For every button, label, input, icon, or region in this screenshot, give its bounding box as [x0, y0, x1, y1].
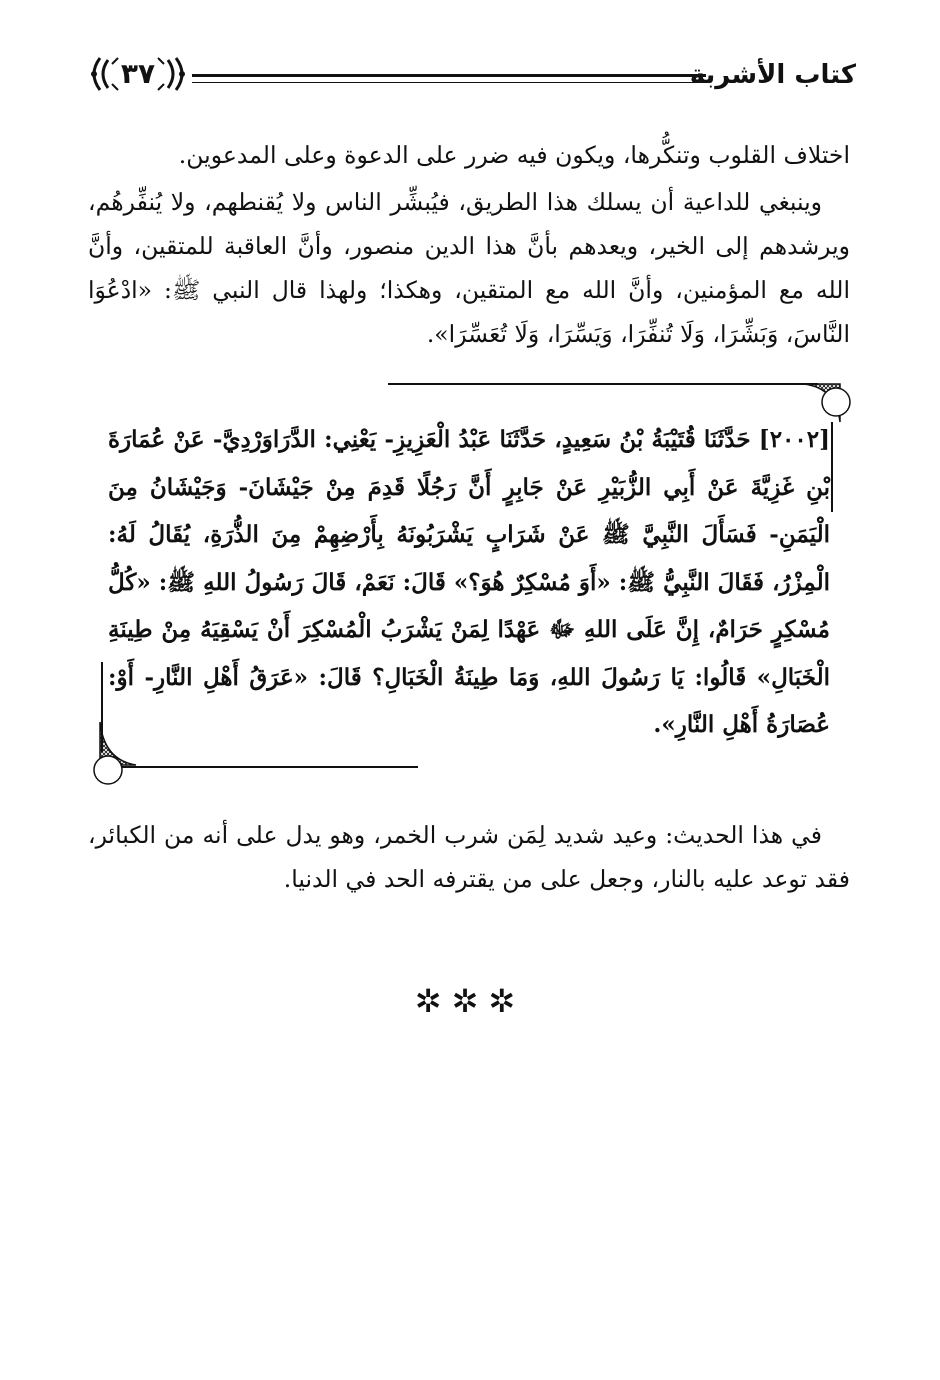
header-rule-thin — [192, 82, 706, 83]
paragraph-commentary: في هذا الحديث: وعيد شديد لِمَن شرب الخمر، وهو يدل على أنه من الكبائر، فقد توعد عليه بالنار، وجعل على من يقترفه الحد في الدنيا. — [88, 821, 850, 893]
page-header — [86, 52, 856, 104]
hadith-text: [٢٠٠٢] حَدَّثَنَا قُتَيْبَةُ بْنُ سَعِيدٍ، حَدَّثَنَا عَبْدُ الْعَزِيزِ- يَعْنِي: الدَّرَاوَرْدِيَّ- عَنْ عُمَارَةَ بْنِ غَزِيَّةَ عَنْ أَبِي الزُّبَيْرِ عَنْ جَابِرٍ أَنَّ رَجُلًا قَدِمَ مِنْ جَيْشَانَ- وَجَيْشَانُ مِنَ الْيَمَنِ- فَسَأَلَ النَّبِيَّ ﷺ عَنْ شَرَابٍ يَشْرَبُونَهُ بِأَرْضِهِمْ مِنَ الذُّرَةِ، يُقَالُ لَهُ: الْمِزْرُ، فَقَالَ النَّبِيُّ ﷺ: «أَوَ مُسْكِرٌ هُوَ؟» قَالَ: نَعَمْ، قَالَ رَسُولُ اللهِ ﷺ: «كُلُّ مُسْكِرٍ حَرَامٌ، إِنَّ عَلَى اللهِ ﷻ عَهْدًا لِمَنْ يَشْرَبُ الْمُسْكِرَ أَنْ يَسْقِيَهُ مِنْ طِينَةِ الْخَبَالِ» قَالُوا: يَا رَسُولَ اللهِ، وَمَا طِينَةُ الْخَبَالِ؟ قَالَ: «عَرَقُ أَهْلِ النَّارِ- أَوْ: عُصَارَةُ أَهْلِ النَّارِ». — [108, 426, 830, 738]
page-number: ٣٧ — [120, 57, 156, 90]
header-rule — [192, 74, 706, 77]
paragraph-dawah: وينبغي للداعية أن يسلك هذا الطريق، فيُبشِّر الناس ولا يُقنطهم، ولا يُنفِّرهُم، ويرشدهم إلى الخير، ويعدهم بأنَّ هذا الدين منصور، وأنَّ العاقبة للمتقين، وأنَّ الله مع المؤمنين، وأنَّ الله مع المتقين، وهكذا؛ ولهذا قال النبي ﷺ: «ادْعُوَا النَّاسَ، وَبَشِّرَا، وَلَا تُنفِّرَا، وَيَسِّرَا، وَلَا تُعَسِّرَا». — [88, 188, 850, 348]
book-title: كتاب الأشربة — [689, 60, 856, 90]
paragraph-intro: اختلاف القلوب وتنكُّرها، ويكون فيه ضرر على الدعوة وعلى المدعوين. — [178, 141, 850, 169]
section-separator: ✲✲✲ — [414, 982, 526, 1020]
